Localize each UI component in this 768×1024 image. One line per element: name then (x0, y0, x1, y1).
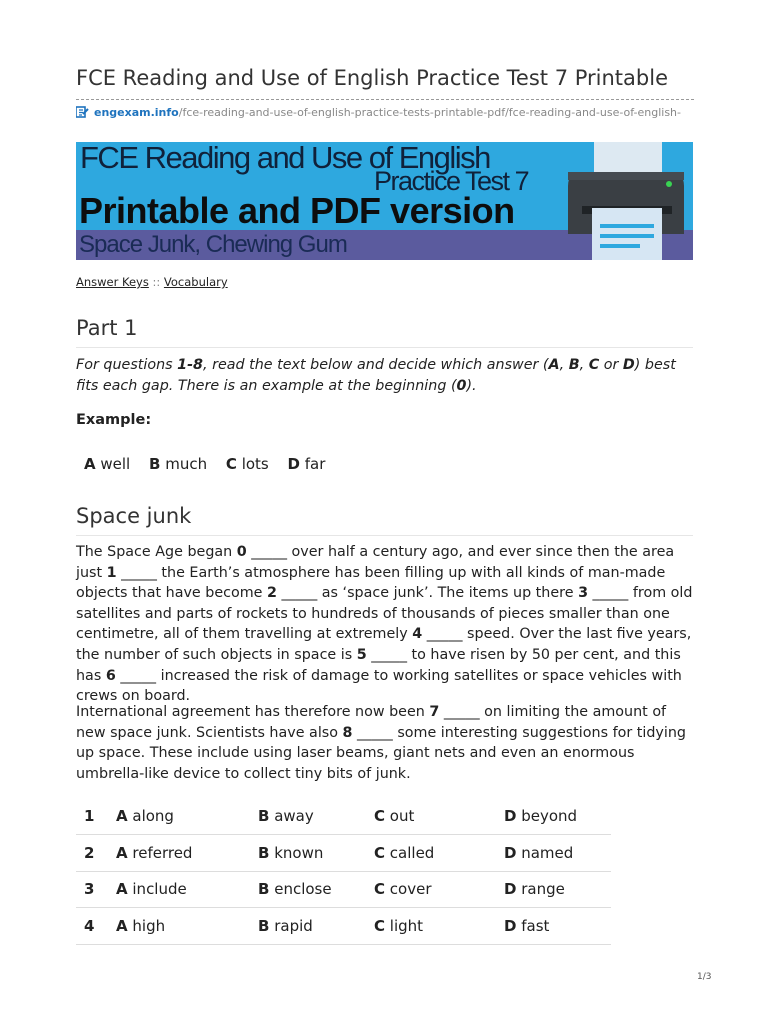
option-a: A referred (116, 834, 258, 871)
banner-image (76, 142, 693, 260)
printer-icon (556, 142, 693, 260)
title-divider (76, 99, 694, 100)
table-row (76, 834, 611, 871)
option-d: D fast (504, 908, 611, 945)
example-option-c: C lots (225, 455, 269, 473)
option-a: A along (116, 798, 258, 834)
banner-line-2: Practice Test 7 (374, 166, 529, 196)
option-b: B rapid (258, 908, 374, 945)
table-row (76, 798, 611, 834)
option-c: C light (374, 908, 504, 945)
banner-line-1: FCE Reading and Use of English (80, 142, 490, 175)
table-row (76, 871, 611, 908)
page-title: FCE Reading and Use of English Practice Test 7 Printable (76, 66, 668, 90)
example-option-a: A well (84, 455, 131, 473)
example-label: Example: (76, 412, 152, 428)
link-separator: :: (152, 275, 161, 289)
example-option-b: B much (149, 455, 208, 473)
source-path[interactable]: /fce-reading-and-use-of-english-practice-tests-printable-pdf/fce-reading-and-use-of-english- (178, 106, 682, 119)
option-a: A high (116, 908, 258, 945)
source-host[interactable]: engexam.info (94, 106, 179, 119)
part1-divider (76, 347, 693, 348)
option-b: B known (258, 834, 374, 871)
question-number: 3 (76, 871, 116, 908)
banner-line-3: Printable and PDF version (79, 190, 515, 231)
example-option-d: D far (287, 455, 326, 473)
answer-options-table (76, 798, 611, 945)
option-b: B away (258, 798, 374, 834)
option-d: D beyond (504, 798, 611, 834)
page-number: 1/3 (697, 972, 712, 982)
question-number: 4 (76, 908, 116, 945)
option-c: C cover (374, 871, 504, 908)
site-logo-icon (76, 106, 89, 118)
passage-paragraph-1: The Space Age began 0 _____ over half a century ago, and ever since then the area just 1 _____ the Earth’s atmosphere has been filling up with all kinds of man-made objects that have become 2 _____ as ‘space junk’. The items up there 3 _____ from old satellites and parts of rockets to hundreds of thousands of pieces smaller than one centimetre, all of them travelling at extremely 4 _____ speed. Over the last five years, the number of such objects in space is 5 _____ to have risen by 50 per cent, and this has 6 _____ increased the risk of damage to working satellites or space vehicles with crews on board. (76, 544, 693, 705)
option-d: D named (504, 834, 611, 871)
passage-paragraph-2: International agreement has therefore now been 7 _____ on limiting the amount of new space junk. Scientists have also 8 _____ some interesting suggestions for tidying up space. These include using laser beams, giant nets and even an enormous umbrella-like device to collect tiny bits of junk. (76, 704, 686, 782)
option-d: D range (504, 871, 611, 908)
answer-keys-link[interactable]: Answer Keys (76, 275, 149, 289)
option-b: B enclose (258, 871, 374, 908)
option-c: C called (374, 834, 504, 871)
question-number: 1 (76, 798, 116, 834)
text-heading: Space junk (76, 504, 192, 528)
part1-heading: Part 1 (76, 316, 138, 340)
option-a: A include (116, 871, 258, 908)
source-line[interactable] (76, 106, 681, 119)
banner-line-4: Space Junk, Chewing Gum (79, 231, 347, 258)
question-number: 2 (76, 834, 116, 871)
text-divider (76, 535, 693, 536)
option-c: C out (374, 798, 504, 834)
table-row (76, 908, 611, 945)
nav-links (76, 275, 228, 289)
example-options (84, 455, 339, 473)
part1-instructions: For questions 1-8, read the text below and decide which answer (A, B, C or D) best fits each gap. There is an example at the beginning (0). (76, 357, 676, 394)
vocabulary-link[interactable]: Vocabulary (163, 275, 228, 289)
